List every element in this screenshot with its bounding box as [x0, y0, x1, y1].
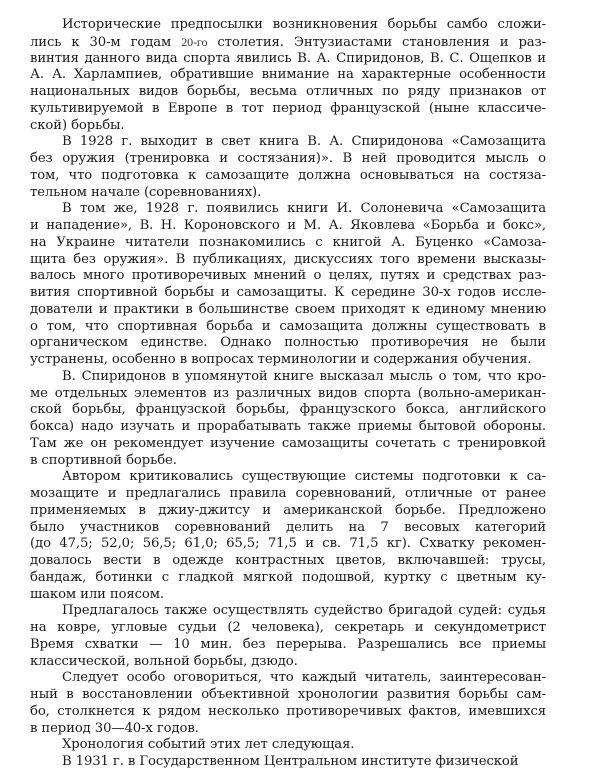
text-line: В 1931 г. в Государственном Центральном институте физической [62, 754, 519, 769]
text-line: шаком или поясом. [30, 586, 165, 602]
text-line: тельном начале (соревнованиях). [30, 184, 262, 200]
text-line: применяемых в джиу-джитсу и американской борьбе. Предложено [30, 502, 546, 518]
text-line: Предлагалось также осуществлять судейство бригадой судей: судья [62, 603, 546, 619]
text-line: и нападение», В. Н. Короновского и М. А. Яковлева «Борьба и бокс», [30, 218, 546, 233]
text-line: без оружия (тренировка и состязания)». В ней проводится мысль о [30, 151, 546, 166]
text-line: Исторические предпосылки возникновения борьбы самбо сложи- [62, 17, 546, 32]
text-line: бокса) надо изучать и прорабатывать также приемы бытовой обороны. [30, 419, 546, 434]
text-line: бо, столкнется к рядом несколько противоречивых фактов, имевшихся [30, 703, 546, 719]
text-line: Там же он рекомендует изучение самозащиты сочетать с тренировкой [30, 435, 546, 451]
text-line: о том, что спортивная борьба и самозащита должны существовать в [30, 318, 546, 334]
text-segment: столетия. Энтузиастами становления и раз- [207, 34, 546, 50]
paragraph [30, 201, 546, 369]
text-segment: лись к 30-м годам [30, 34, 182, 50]
text-line: ской) борьбы. [30, 117, 125, 133]
paragraph [30, 737, 546, 754]
text-line: культивируемой в Европе в тот период французской (ныне классиче- [30, 100, 546, 116]
text-line: ме отдельных элементов из различных видов спорта (вольно-американ- [30, 385, 546, 401]
text-line: органическом единстве. Однако полностью противоречия не были [30, 335, 546, 351]
text-line: Время схватки — 10 мин. без перерыва. Разрешались все приемы [30, 636, 546, 652]
inserted-note: 20-го [181, 34, 208, 49]
text-line: вития спортивной борьбы и самозащиты. К середине 30-х годов иссле- [30, 285, 546, 300]
text-line: бандаж, ботинки с гладкой мягкой подошвой, куртку с цветным ку- [30, 569, 546, 585]
text-line: мозащите и предлагались правила соревнований, отличные от ранее [30, 486, 546, 501]
text-line: (до 47,5; 52,0; 56,5; 61,0; 65,5; 71,5 и св. 71,5 кг). Схватку рекомен- [30, 536, 546, 552]
text-line: устранены, особенно в вопросах терминологии и содержания обучения. [30, 352, 532, 367]
text-line: ской борьбы, французской борьбы, французского бокса, английского [30, 402, 546, 418]
paragraph [30, 17, 546, 134]
text-line: Хронология событий этих лет следующая. [62, 737, 355, 753]
text-line: национальных видов борьбы, весьма отличных по ряду признаков от [30, 84, 546, 99]
text-line: Автором критиковались существующие системы подготовки к са- [62, 469, 546, 485]
text-line: том, что подготовка к самозащите должна основываться на состяза- [30, 167, 546, 183]
paragraph [30, 603, 546, 670]
text-line: довалось вести в одежде контрастных цветов, включавшей: трусы, [30, 553, 546, 568]
text-line: в спортивной борьбе. [30, 452, 177, 468]
text-line: В 1928 г. выходит в свет книга В. А. Спиридонова «Самозащита [62, 134, 546, 150]
paragraph [30, 670, 546, 737]
text-line: винтия данного вида спорта явились В. А. Спиридонов, В. С. Ощепков и [30, 50, 546, 66]
text-line [30, 34, 546, 51]
paragraph [30, 369, 546, 470]
text-line: А. А. Харлампиев, обратившие внимание на характерные особенности [30, 67, 546, 83]
document-page [30, 17, 546, 771]
text-line: ный в восстановлении объективной хронологии развития борьбы сам- [30, 687, 546, 702]
paragraph [30, 134, 546, 201]
text-line: классической, вольной борьбы, дзюдо. [30, 653, 298, 669]
text-line: на ковре, угловые судьи (2 человека), секретарь и секундометрист [30, 620, 546, 635]
text-line: В том же, 1928 г. появились книги И. Солоневича «Самозащита [62, 201, 546, 217]
text-line: было участников соревнований делить на 7 весовых категорий [30, 519, 546, 535]
text-line: в период 30—40-х годов. [30, 720, 199, 736]
text-line: на Украине читатели познакомились с книгой А. Буценко «Самоза- [30, 234, 546, 250]
paragraph [30, 754, 546, 771]
text-line: щита без оружия». В публикациях, дискуссиях того времени высказы- [30, 251, 546, 267]
text-line: Следует особо оговориться, что каждый читатель, заинтересован- [62, 670, 546, 686]
paragraph [30, 469, 546, 603]
text-line: дователи и практики в большинстве своем приходят к единому мнению [30, 301, 546, 317]
text-line: В. Спиридонов в упомянутой книге высказал мысль о том, что кро- [62, 368, 546, 384]
text-line: валось много противоречивых мнений о целях, путях и средствах раз- [30, 268, 546, 284]
